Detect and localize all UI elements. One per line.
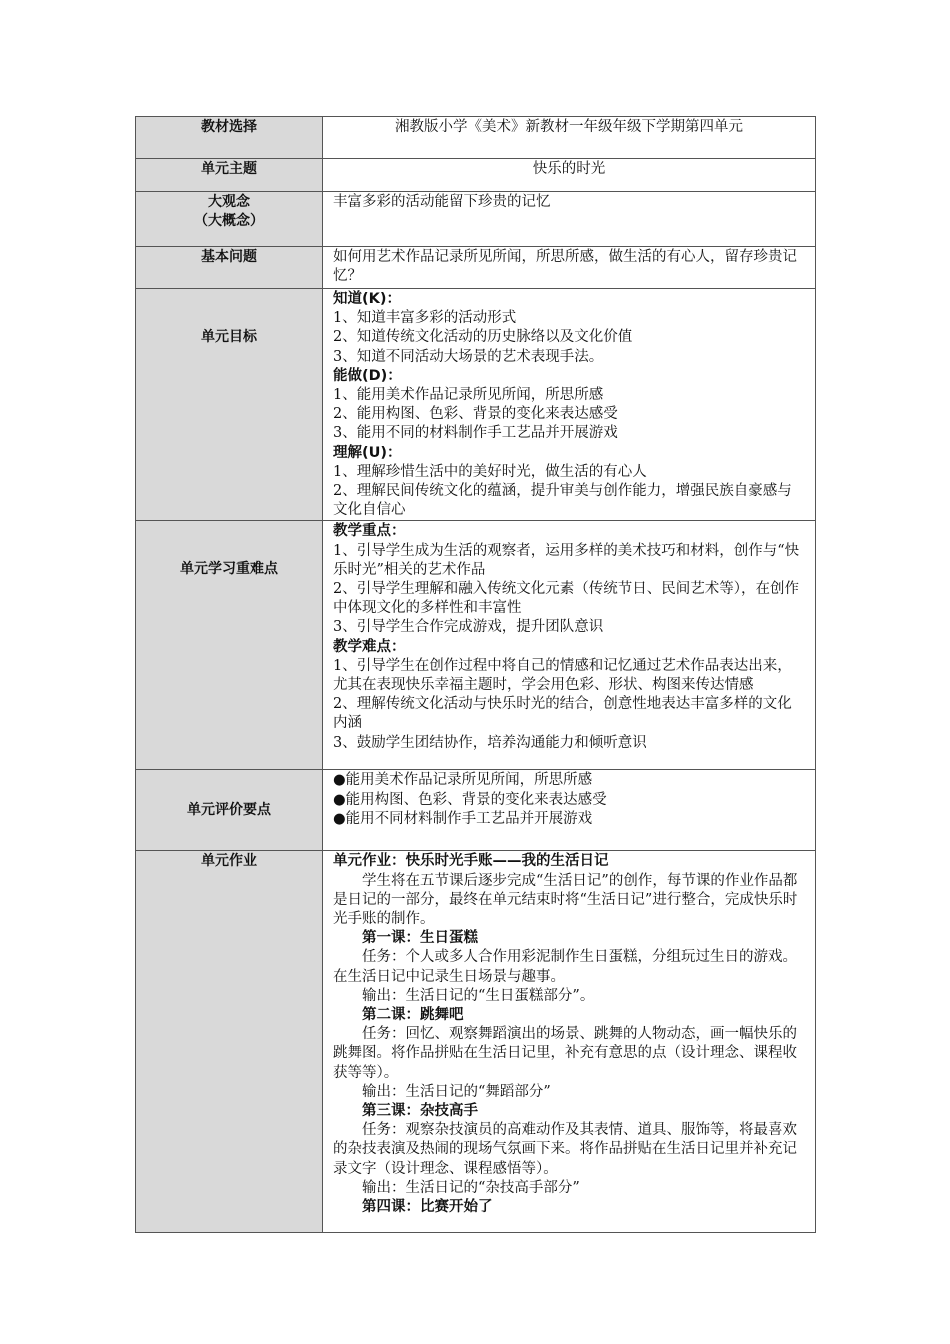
lesson-2-title: 第二课：跳舞吧 — [362, 1007, 464, 1024]
lesson-1-task: 任务：个人或多人合作用彩泥制作生日蛋糕，分组玩过生日的游戏。在生活日记中记录生日场景与趣事。 — [333, 949, 797, 985]
lesson-3-output: 输出：生活日记的“杂技高手部分” — [362, 1179, 580, 1196]
value-question: 如何用艺术作品记录所见所闻，所思所感，做生活的有心人，留存珍贵记忆？ — [323, 247, 816, 289]
label-big-idea-line2: （大概念） — [194, 213, 264, 230]
goals-know-item: 2、知道传统文化活动的历史脉络以及文化价值 — [333, 329, 633, 346]
lesson-4-title: 第四课：比赛开始了 — [362, 1199, 493, 1216]
keypoints-difficult-item: 2、理解传统文化活动与快乐时光的结合，创意性地表达丰富多样的文化内涵 — [333, 696, 792, 732]
label-goals — [136, 289, 323, 521]
lesson-3-title: 第三课：杂技高手 — [362, 1103, 478, 1120]
label-theme: 单元主题 — [136, 159, 323, 192]
keypoints-focus-item: 3、引导学生合作完成游戏，提升团队意识 — [333, 619, 604, 636]
goals-know-heading: 知道(K)： — [333, 291, 401, 307]
keypoints-focus-heading: 教学重点： — [333, 523, 406, 540]
keypoints-difficult-heading: 教学难点： — [333, 638, 406, 655]
label-big-idea-line1: 大观念 — [208, 194, 250, 210]
label-textbook: 教材选择 — [136, 117, 323, 159]
keypoints-difficult-item: 3、鼓励学生团结协作，培养沟通能力和倾听意识 — [333, 734, 647, 751]
label-keypoints-text: 单元学习重难点 — [180, 561, 278, 578]
label-goals-text: 单元目标 — [201, 329, 257, 345]
value-homework — [323, 851, 816, 1233]
goals-do-item: 3、能用不同的材料制作手工艺品并开展游戏 — [333, 425, 618, 442]
row-theme — [136, 159, 816, 192]
lesson-2-output: 输出：生活日记的“舞蹈部分” — [362, 1083, 551, 1100]
row-big-idea — [136, 192, 816, 247]
value-textbook: 湘教版小学《美术》新教材一年级年级下学期第四单元 — [323, 117, 816, 159]
homework-intro: 学生将在五节课后逐步完成“生活日记”的创作，每节课的作业作品都是日记的一部分，最终在单元结束时将“生活日记”进行整合，完成快乐时光手账的制作。 — [333, 872, 798, 928]
goals-understand-item: 1、理解珍惜生活中的美好时光，做生活的有心人 — [333, 463, 647, 480]
goals-know-item: 1、知道丰富多彩的活动形式 — [333, 310, 517, 327]
row-homework — [136, 851, 816, 1233]
goals-do-heading: 能做(D)： — [333, 367, 402, 384]
goals-do-item: 2、能用构图、色彩、背景的变化来表达感受 — [333, 406, 618, 423]
keypoints-difficult-item: 1、引导学生在创作过程中将自己的情感和记忆通过艺术作品表达出来，尤其在表现快乐幸福主题时，学会用色彩、形状、构图来传达情感 — [333, 657, 792, 694]
row-goals — [136, 289, 816, 521]
label-keypoints — [136, 521, 323, 770]
evaluation-item: ●能用构图、色彩、背景的变化来表达感受 — [333, 791, 607, 808]
row-question — [136, 247, 816, 289]
lesson-1-output: 输出：生活日记的“生日蛋糕部分”。 — [362, 987, 595, 1004]
row-keypoints — [136, 521, 816, 770]
value-theme: 快乐的时光 — [323, 159, 816, 192]
value-evaluation — [323, 770, 816, 851]
row-textbook — [136, 117, 816, 159]
label-homework: 单元作业 — [136, 851, 323, 1233]
goals-do-item: 1、能用美术作品记录所见所闻，所思所感 — [333, 387, 604, 404]
goals-understand-heading: 理解(U)： — [333, 444, 402, 461]
unit-plan-table — [135, 116, 816, 1233]
goals-understand-item: 2、理解民间传统文化的蕴涵，提升审美与创作能力，增强民族自豪感与文化自信心 — [333, 483, 792, 519]
value-goals — [323, 289, 816, 521]
keypoints-focus-item: 1、引导学生成为生活的观察者，运用多样的美术技巧和材料，创作与“快乐时光”相关的艺术作品 — [333, 542, 800, 578]
lesson-2-task: 任务：回忆、观察舞蹈演出的场景、跳舞的人物动态，画一幅快乐的跳舞图。将作品拼贴在生活日记里，补充有意思的点（设计理念、课程收获等等）。 — [333, 1026, 797, 1081]
evaluation-item: ●能用不同材料制作手工艺品并开展游戏 — [333, 810, 593, 827]
row-evaluation — [136, 770, 816, 851]
keypoints-focus-item: 2、引导学生理解和融入传统文化元素（传统节日、民间艺术等），在创作中体现文化的多样性和丰富性 — [333, 581, 799, 617]
label-question: 基本问题 — [136, 247, 323, 289]
label-big-idea — [136, 192, 323, 247]
label-evaluation: 单元评价要点 — [136, 770, 323, 851]
value-keypoints — [323, 521, 816, 770]
lesson-3-task: 任务：观察杂技演员的高难动作及其表情、道具、服饰等，将最喜欢的杂技表演及热闹的现场气氛画下来。将作品拼贴在生活日记里并补充记录文字（设计理念、课程感悟等）。 — [333, 1122, 797, 1177]
goals-know-item: 3、知道不同活动大场景的艺术表现手法。 — [333, 348, 604, 365]
value-big-idea: 丰富多彩的活动能留下珍贵的记忆 — [323, 192, 816, 247]
homework-title: 单元作业：快乐时光手账——我的生活日记 — [333, 853, 609, 870]
lesson-1-title: 第一课：生日蛋糕 — [362, 930, 478, 947]
evaluation-item: ●能用美术作品记录所见所闻，所思所感 — [333, 772, 593, 789]
